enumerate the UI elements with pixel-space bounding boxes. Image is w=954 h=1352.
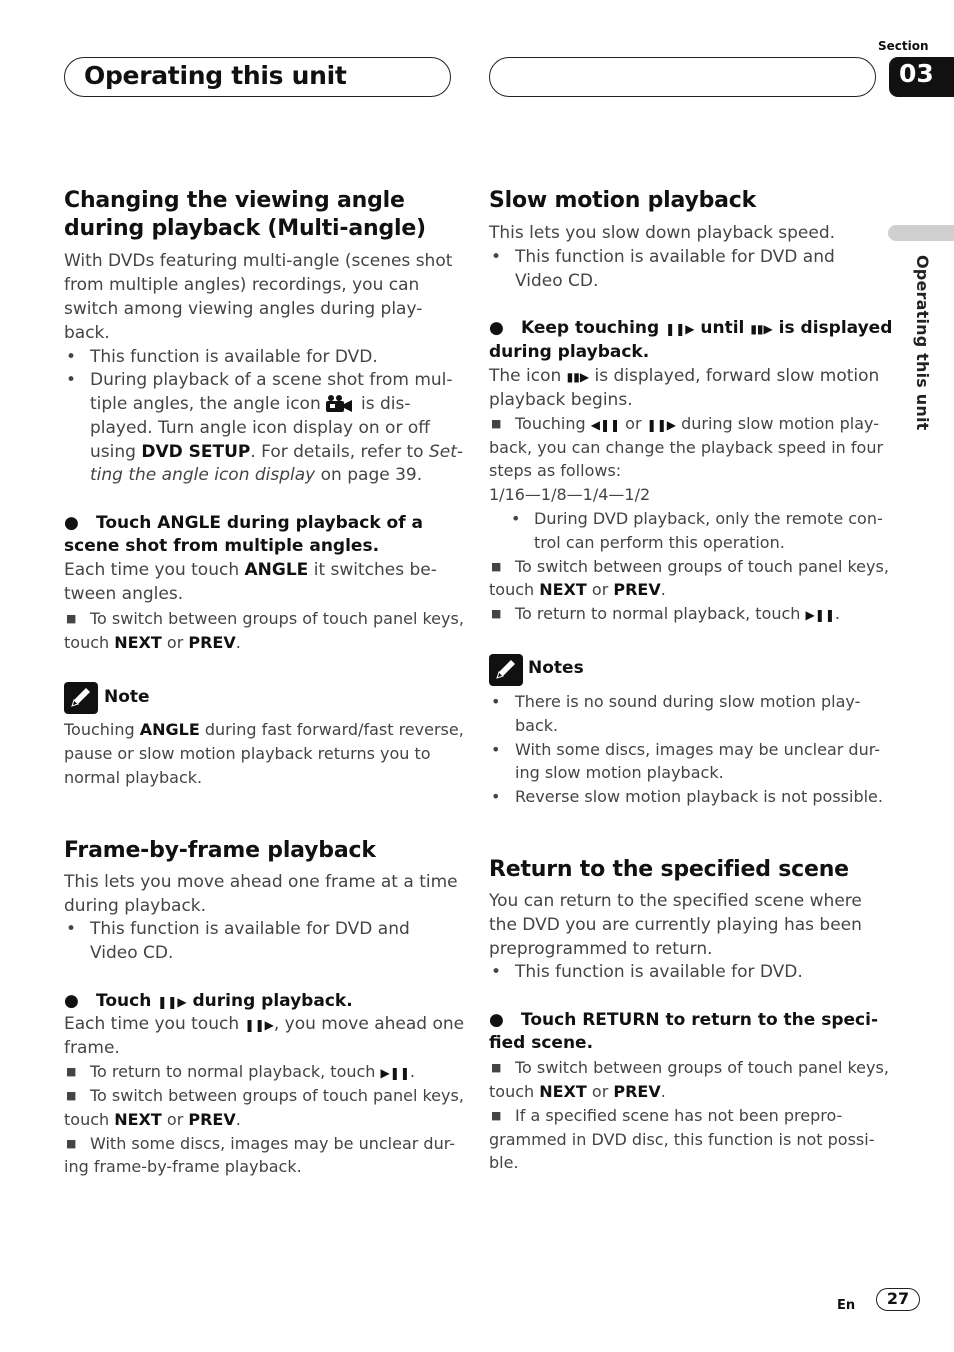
square-glyph: ■ bbox=[66, 1089, 77, 1102]
slow-body-1: The icon ▮▮▶ is displayed, forward slow motion bbox=[489, 366, 880, 386]
frame-body-1: Each time you touch ❚❚▶, you move ahead one bbox=[64, 1014, 465, 1034]
frame-step-icon: ❚❚▶ bbox=[665, 322, 695, 336]
slow-speeds: 1/16—1/8—1/4—1/2 bbox=[489, 485, 651, 504]
frame-tip-3b: ing frame-by-frame playback. bbox=[64, 1157, 302, 1176]
angle-bullet-2-l2a: tiple angles, the angle icon bbox=[90, 394, 321, 414]
notes-label: Notes bbox=[528, 658, 584, 678]
frame-step-icon: ❚❚▶ bbox=[646, 418, 676, 432]
slow-bullet-1: This function is available for DVD and bbox=[515, 247, 835, 267]
bullet-glyph: • bbox=[491, 740, 501, 759]
return-bullet-1: This function is available for DVD. bbox=[515, 962, 803, 982]
slow-heading: Slow motion playback bbox=[489, 188, 757, 213]
angle-note-1: Touching ANGLE during fast forward/fast reverse, bbox=[64, 720, 464, 739]
square-glyph: ■ bbox=[66, 1137, 77, 1150]
slow-note-1b: back. bbox=[515, 716, 559, 735]
angle-bullet-1: This function is available for DVD. bbox=[90, 347, 378, 367]
step-dot: ● bbox=[489, 1010, 504, 1030]
page-title: Operating this unit bbox=[84, 61, 347, 90]
bullet-glyph: • bbox=[491, 962, 502, 982]
step-dot: ● bbox=[64, 513, 79, 533]
frame-intro-1: This lets you move ahead one frame at a time bbox=[64, 872, 458, 892]
return-intro-1: You can return to the specified scene where bbox=[489, 891, 862, 911]
slow-reverse-icon: ◀❚❚ bbox=[590, 418, 621, 432]
slow-intro: This lets you slow down playback speed. bbox=[489, 223, 836, 243]
return-step-1: Touch RETURN to return to the speci- bbox=[521, 1010, 879, 1030]
slow-note-2b: ing slow motion playback. bbox=[515, 763, 724, 782]
slow-tip-3: To return to normal playback, touch ▶❚❚. bbox=[515, 604, 840, 623]
angle-heading-line2: during playback (Multi-angle) bbox=[64, 216, 426, 241]
page-number: 27 bbox=[876, 1288, 920, 1311]
header-blank-frame bbox=[489, 57, 876, 97]
frame-tip-2b: touch NEXT or PREV. bbox=[64, 1110, 241, 1129]
slow-step-1: Keep touching ❚❚▶ until ▮▮▶ is displayed bbox=[521, 318, 893, 338]
bullet-glyph: • bbox=[66, 919, 77, 939]
square-glyph: ■ bbox=[491, 560, 502, 573]
return-tip-1: To switch between groups of touch panel keys, bbox=[515, 1058, 889, 1077]
slow-note-3: Reverse slow motion playback is not possible. bbox=[515, 787, 883, 806]
slow-tip-2: To switch between groups of touch panel keys, bbox=[515, 557, 889, 576]
slow-step-2: during playback. bbox=[489, 342, 650, 362]
step-dot: ● bbox=[64, 991, 79, 1011]
angle-step-1: Touch ANGLE during playback of a bbox=[96, 513, 424, 533]
angle-icon bbox=[322, 394, 354, 414]
bullet-glyph: • bbox=[511, 509, 521, 528]
play-pause-icon: ▶❚❚ bbox=[380, 1066, 410, 1080]
slow-note-1: There is no sound during slow motion play- bbox=[515, 692, 861, 711]
square-glyph: ■ bbox=[491, 607, 502, 620]
bullet-glyph: • bbox=[491, 247, 502, 267]
slow-note-2: With some discs, images may be unclear dur- bbox=[515, 740, 881, 759]
bullet-glyph: • bbox=[66, 347, 77, 367]
return-tip-2c: ble. bbox=[489, 1153, 519, 1172]
header-title-frame bbox=[64, 57, 451, 97]
notes-pencil-icon bbox=[489, 654, 523, 686]
angle-intro-4: back. bbox=[64, 323, 110, 343]
angle-step-2: scene shot from multiple angles. bbox=[64, 536, 380, 556]
slow-forward-icon: ▮▮▶ bbox=[750, 322, 773, 336]
section-number-badge: 03 bbox=[889, 57, 954, 97]
slow-body-2: playback begins. bbox=[489, 390, 633, 410]
square-glyph: ■ bbox=[66, 1065, 77, 1078]
angle-step-body-1: Each time you touch ANGLE it switches be- bbox=[64, 560, 437, 580]
note-pencil-icon bbox=[64, 682, 98, 714]
side-tab-marker bbox=[888, 225, 954, 241]
frame-tip-3: With some discs, images may be unclear dur- bbox=[90, 1134, 456, 1153]
section-label: Section bbox=[878, 39, 929, 53]
frame-heading: Frame-by-frame playback bbox=[64, 838, 376, 863]
slow-tip-1e: steps as follows: bbox=[489, 461, 622, 480]
square-glyph: ■ bbox=[491, 417, 502, 430]
angle-heading-line1: Changing the viewing angle bbox=[64, 188, 405, 213]
side-section-label: Operating this unit bbox=[913, 255, 932, 431]
frame-step-icon: ❚❚▶ bbox=[157, 995, 187, 1009]
note-label: Note bbox=[104, 687, 150, 707]
slow-sub-bullet-1: During DVD playback, only the remote con- bbox=[534, 509, 883, 528]
return-tip-1b: touch NEXT or PREV. bbox=[489, 1082, 666, 1101]
square-glyph: ■ bbox=[491, 1109, 502, 1122]
angle-tip-2: touch NEXT or PREV. bbox=[64, 633, 241, 652]
angle-note-3: normal playback. bbox=[64, 768, 203, 787]
angle-tip-1: To switch between groups of touch panel keys, bbox=[90, 609, 464, 628]
frame-step-icon: ❚❚▶ bbox=[244, 1018, 274, 1032]
square-glyph: ■ bbox=[66, 612, 77, 625]
slow-tip-1: Touching ◀❚❚ or ❚❚▶ during slow motion play- bbox=[515, 414, 879, 433]
angle-note-2: pause or slow motion playback returns you to bbox=[64, 744, 431, 763]
angle-bullet-2-l3: played. Turn angle icon display on or off bbox=[90, 418, 430, 438]
return-intro-3: preprogrammed to return. bbox=[489, 939, 713, 959]
angle-bullet-2-l5: ting the angle icon display on page 39. bbox=[90, 465, 423, 485]
slow-tip-1d: back, you can change the playback speed in four bbox=[489, 438, 884, 457]
bullet-glyph: • bbox=[491, 787, 501, 806]
frame-tip-1: To return to normal playback, touch ▶❚❚. bbox=[90, 1062, 415, 1081]
angle-intro-3: switch among viewing angles during play- bbox=[64, 299, 423, 319]
slow-sub-bullet-2: trol can perform this operation. bbox=[534, 533, 785, 552]
bullet-glyph: • bbox=[66, 370, 77, 390]
return-step-2: fied scene. bbox=[489, 1033, 594, 1053]
frame-tip-2: To switch between groups of touch panel keys, bbox=[90, 1086, 464, 1105]
angle-step-body-2: tween angles. bbox=[64, 584, 184, 604]
step-dot: ● bbox=[489, 318, 504, 338]
angle-intro-2: from multiple angles) recordings, you can bbox=[64, 275, 420, 295]
angle-intro-1: With DVDs featuring multi-angle (scenes shot bbox=[64, 251, 453, 271]
slow-forward-icon: ▮▮▶ bbox=[566, 370, 590, 384]
play-pause-icon: ▶❚❚ bbox=[805, 608, 835, 622]
angle-bullet-2-l2b: is dis- bbox=[361, 394, 411, 414]
return-tip-2b: grammed in DVD disc, this function is not possi- bbox=[489, 1130, 875, 1149]
return-heading: Return to the specified scene bbox=[489, 857, 849, 882]
language-code: En bbox=[837, 1298, 856, 1313]
square-glyph: ■ bbox=[491, 1061, 502, 1074]
frame-bullet-2: Video CD. bbox=[90, 943, 174, 963]
return-tip-2: If a specified scene has not been prepro- bbox=[515, 1106, 843, 1125]
frame-bullet-1: This function is available for DVD and bbox=[90, 919, 410, 939]
slow-bullet-2: Video CD. bbox=[515, 271, 599, 291]
angle-bullet-2-l1: During playback of a scene shot from mul- bbox=[90, 370, 453, 390]
frame-step: Touch ❚❚▶ during playback. bbox=[96, 991, 353, 1011]
angle-bullet-2-l4: using DVD SETUP. For details, refer to Set- bbox=[90, 442, 464, 462]
slow-tip-2b: touch NEXT or PREV. bbox=[489, 580, 666, 599]
frame-intro-2: during playback. bbox=[64, 896, 207, 916]
bullet-glyph: • bbox=[491, 692, 501, 711]
return-intro-2: the DVD you are currently playing has been bbox=[489, 915, 862, 935]
frame-body-2: frame. bbox=[64, 1038, 120, 1058]
